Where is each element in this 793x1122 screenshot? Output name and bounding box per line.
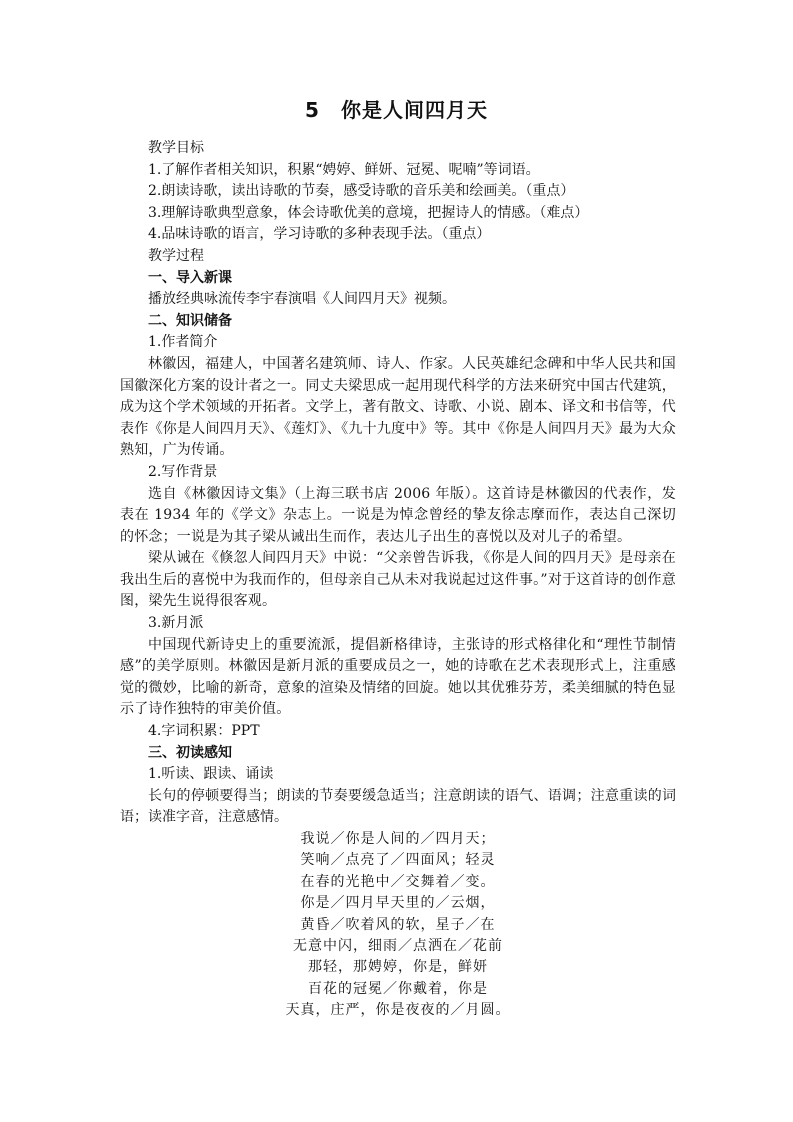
section-2-heading: 二、知识储备 <box>148 312 232 329</box>
document-body <box>120 138 676 1022</box>
poem-line: 百花的冠冕／你戴着，你是 <box>308 980 488 997</box>
poem-line: 黄昏／吹着风的软，星子／在 <box>300 916 496 933</box>
goal-item-3: 3.理解诗歌典型意象，体会诗歌优美的意境，把握诗人的情感。（难点） <box>148 204 589 221</box>
reading-subheading: 1.听读、跟读、诵读 <box>148 766 274 783</box>
vocab-subheading: 4.字词积累：PPT <box>148 723 260 740</box>
poem-line: 在春的光艳中／交舞着／变。 <box>300 873 496 890</box>
reading-paragraph: 长句的停顿要得当；朗读的节奏要缓急适当；注意朗读的语气、语调；注意重读的词语；读准字音，注意感情。 <box>120 787 676 826</box>
poem-line: 无意中闪，细雨／点洒在／花前 <box>293 938 503 955</box>
poem-line: 你是／四月早天里的／云烟， <box>300 895 496 912</box>
poem-line: 我说／你是人间的／四月天； <box>300 831 496 847</box>
section-1-heading: 一、导入新课 <box>148 269 232 286</box>
background-paragraph: 选自《林徽因诗文集》（上海三联书店 2006 年版）。这首诗是林徽因的代表作，发表在 1934 年的《学文》杂志上。一说是为悼念曾经的挚友徐志摩而作，表达自己深切的怀念；一说是为其子梁从诫出生而作，表达儿子出生的喜悦以及对儿子的希望。 <box>120 485 676 545</box>
poem-line: 天真，庄严，你是夜夜的／月圆。 <box>285 1002 511 1019</box>
goal-item-2: 2.朗读诗歌，读出诗歌的节奏，感受诗歌的音乐美和绘画美。（重点） <box>148 183 575 200</box>
poem-line: 那轻，那娉婷，你是，鲜妍 <box>308 959 488 976</box>
poem-line: 笑响／点亮了／四面风；轻灵 <box>300 852 496 869</box>
xinyue-subheading: 3.新月派 <box>148 615 204 632</box>
process-heading: 教学过程 <box>148 247 204 264</box>
author-paragraph: 林徽因，福建人，中国著名建筑师、诗人、作家。人民英雄纪念碑和中华人民共和国国徽深化方案的设计者之一。同丈夫梁思成一起用现代科学的方法来研究中国古代建筑，成为这个学术领域的开拓者。文学上，著有散文、诗歌、小说、剧本、译文和书信等，代表作《你是人间四月天》、《莲灯》、《九十九度中》等。其中《你是人间四月天》最为大众熟知，广为传诵。 <box>120 355 676 459</box>
xinyue-paragraph: 中国现代新诗史上的重要流派，提倡新格律诗，主张诗的形式格律化和“理性节制情感”的美学原则。林徽因是新月派的重要成员之一，她的诗歌在艺术表现形式上，注重感觉的微妙，比喻的新奇，意象的渲染及情绪的回旋。她以其优雅芬芳，柔美细腻的特色显示了诗作独特的审美价值。 <box>120 636 676 718</box>
goal-item-4: 4.品味诗歌的语言，学习诗歌的多种表现手法。（重点） <box>148 226 491 243</box>
page-title: 5 你是人间四月天 <box>305 98 488 122</box>
background-subheading: 2.写作背景 <box>148 463 218 480</box>
goal-item-1: 1.了解作者相关知识，积累“娉婷、鲜妍、冠冕、呢喃”等词语。 <box>148 161 540 178</box>
section-3-heading: 三、初读感知 <box>148 744 232 761</box>
section-1-text: 播放经典咏流传李宇春演唱《人间四月天》视频。 <box>148 291 456 308</box>
goals-heading: 教学目标 <box>148 140 204 156</box>
author-subheading: 1.作者简介 <box>148 334 218 351</box>
poem <box>120 829 676 1022</box>
liang-paragraph: 梁从诫在《倏忽人间四月天》中说：“父亲曾告诉我，《你是人间的四月天》是母亲在我出生后的喜悦中为我而作的，但母亲自己从未对我说起过这件事。”对于这首诗的创作意图，梁先生说得很客观。 <box>120 550 676 610</box>
